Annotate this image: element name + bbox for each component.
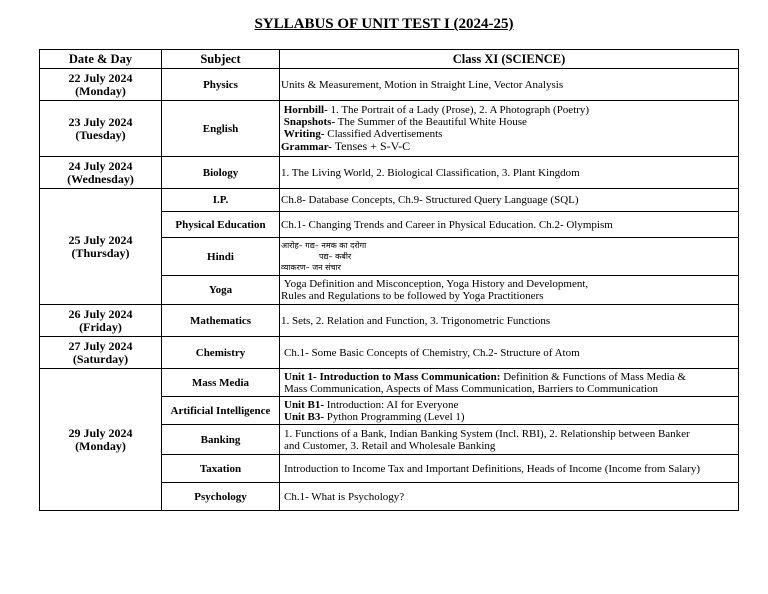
ai-line bbox=[284, 411, 738, 423]
syllabus-chemistry: Ch.1- Some Basic Concepts of Chemistry, Ch.2- Structure of Atom bbox=[280, 337, 739, 369]
syllabus-taxation: Introduction to Income Tax and Important Definitions, Heads of Income (Income from Salary) bbox=[280, 455, 739, 483]
day-label: (Thursday) bbox=[71, 245, 130, 260]
snapshots-label: Snapshots- bbox=[283, 116, 336, 128]
day-label: (Wednesday) bbox=[67, 171, 134, 186]
syllabus-mathematics: 1. Sets, 2. Relation and Function, 3. Trigonometric Functions bbox=[280, 305, 739, 337]
date-label: 24 July 2024 bbox=[68, 158, 133, 173]
day-label: (Monday) bbox=[75, 83, 126, 98]
header-date: Date & Day bbox=[40, 50, 162, 69]
date-label: 23 July 2024 bbox=[68, 114, 133, 129]
unit-b1-label: Unit B1- bbox=[284, 398, 325, 411]
subject-biology: Biology bbox=[162, 157, 280, 189]
page-title: SYLLABUS OF UNIT TEST I (2024-25) bbox=[254, 16, 514, 32]
syllabus-psychology: Ch.1- What is Psychology? bbox=[280, 483, 739, 511]
subject-physics: Physics bbox=[162, 69, 280, 101]
snapshots-text: The Summer of the Beautiful White House bbox=[335, 116, 527, 128]
syllabus-mass-media bbox=[280, 369, 739, 397]
syllabus-banking bbox=[280, 425, 739, 455]
header-subject: Subject bbox=[162, 50, 280, 69]
date-cell bbox=[40, 69, 162, 101]
subject-hindi: Hindi bbox=[162, 238, 280, 276]
table-row bbox=[40, 189, 739, 212]
syllabus-english bbox=[280, 101, 739, 157]
table-row bbox=[40, 369, 739, 397]
table-row bbox=[40, 305, 739, 337]
hornbill-label: Hornbill- bbox=[283, 104, 328, 116]
date-cell bbox=[40, 305, 162, 337]
hindi-line: व्याकरण– जन संचार bbox=[281, 263, 341, 272]
yoga-text: Yoga Definition and Misconception, Yoga History and Development, bbox=[283, 278, 589, 290]
english-grammar bbox=[281, 140, 738, 153]
header-row bbox=[40, 50, 739, 69]
mass-media-line bbox=[284, 371, 738, 383]
banking-line: 1. Functions of a Bank, Indian Banking System (Incl. RBI), 2. Relationship between Banker bbox=[284, 427, 690, 440]
table-row bbox=[40, 157, 739, 189]
date-cell bbox=[40, 157, 162, 189]
subject-yoga: Yoga bbox=[162, 276, 280, 305]
unit-b1-text: Introduction: AI for Everyone bbox=[324, 398, 459, 411]
yoga-line bbox=[281, 278, 738, 290]
mass-media-line: Mass Communication, Aspects of Mass Communication, Barriers to Communication bbox=[284, 382, 658, 395]
header-class: Class XI (SCIENCE) bbox=[280, 50, 739, 69]
writing-text: Classified Advertisements bbox=[324, 128, 443, 140]
grammar-text: Tenses + S-V-C bbox=[331, 139, 411, 153]
hindi-line: आरोह– गद्य– नमक का दरोगा bbox=[281, 241, 367, 250]
grammar-label: Grammar- bbox=[281, 141, 332, 153]
subject-mass-media: Mass Media bbox=[162, 369, 280, 397]
date-cell bbox=[40, 369, 162, 511]
table-row bbox=[40, 69, 739, 101]
date-label: 26 July 2024 bbox=[68, 306, 133, 321]
banking-line: and Customer, 3. Retail and Wholesale Banking bbox=[284, 439, 496, 452]
mass-media-text: Definition & Functions of Mass Media & bbox=[500, 370, 686, 383]
subject-psychology: Psychology bbox=[162, 483, 280, 511]
date-label: 29 July 2024 bbox=[68, 425, 133, 440]
day-label: (Saturday) bbox=[72, 351, 129, 366]
syllabus-table bbox=[39, 49, 739, 511]
date-cell bbox=[40, 101, 162, 157]
english-hornbill bbox=[281, 104, 738, 116]
syllabus-physics: Units & Measurement, Motion in Straight Line, Vector Analysis bbox=[280, 69, 739, 101]
day-label: (Tuesday) bbox=[75, 127, 126, 142]
subject-ip: I.P. bbox=[162, 189, 280, 212]
syllabus-physical-education: Ch.1- Changing Trends and Career in Physical Education. Ch.2- Olympism bbox=[280, 212, 739, 238]
unit-b3-label: Unit B3- bbox=[284, 410, 325, 423]
day-label: (Friday) bbox=[79, 319, 122, 334]
hindi-line: पद्य– कबीर bbox=[319, 252, 352, 261]
subject-banking: Banking bbox=[162, 425, 280, 455]
mass-media-label: Unit 1- Introduction to Mass Communication: bbox=[284, 370, 501, 383]
subject-taxation: Taxation bbox=[162, 455, 280, 483]
table-row bbox=[40, 101, 739, 157]
unit-b3-text: Python Programming (Level 1) bbox=[324, 410, 465, 423]
syllabus-artificial-intelligence bbox=[280, 397, 739, 425]
syllabus-hindi bbox=[280, 238, 739, 276]
date-cell bbox=[40, 189, 162, 305]
subject-artificial-intelligence: Artificial Intelligence bbox=[162, 397, 280, 425]
subject-chemistry: Chemistry bbox=[162, 337, 280, 369]
english-snapshots bbox=[281, 116, 738, 128]
syllabus-biology: 1. The Living World, 2. Biological Classification, 3. Plant Kingdom bbox=[280, 157, 739, 189]
yoga-line: Rules and Regulations to be followed by Yoga Practitioners bbox=[281, 290, 544, 302]
date-cell bbox=[40, 337, 162, 369]
subject-english: English bbox=[162, 101, 280, 157]
writing-label: Writing- bbox=[283, 128, 325, 140]
hornbill-text: 1. The Portrait of a Lady (Prose), 2. A Photograph (Poetry) bbox=[327, 104, 590, 116]
date-label: 27 July 2024 bbox=[68, 338, 133, 353]
date-label: 25 July 2024 bbox=[68, 232, 133, 247]
day-label: (Monday) bbox=[75, 438, 126, 453]
subject-mathematics: Mathematics bbox=[162, 305, 280, 337]
date-label: 22 July 2024 bbox=[68, 70, 133, 85]
ai-line bbox=[284, 399, 738, 411]
syllabus-ip: Ch.8- Database Concepts, Ch.9- Structured Query Language (SQL) bbox=[280, 189, 739, 212]
syllabus-yoga bbox=[280, 276, 739, 305]
subject-physical-education: Physical Education bbox=[162, 212, 280, 238]
table-row bbox=[40, 337, 739, 369]
